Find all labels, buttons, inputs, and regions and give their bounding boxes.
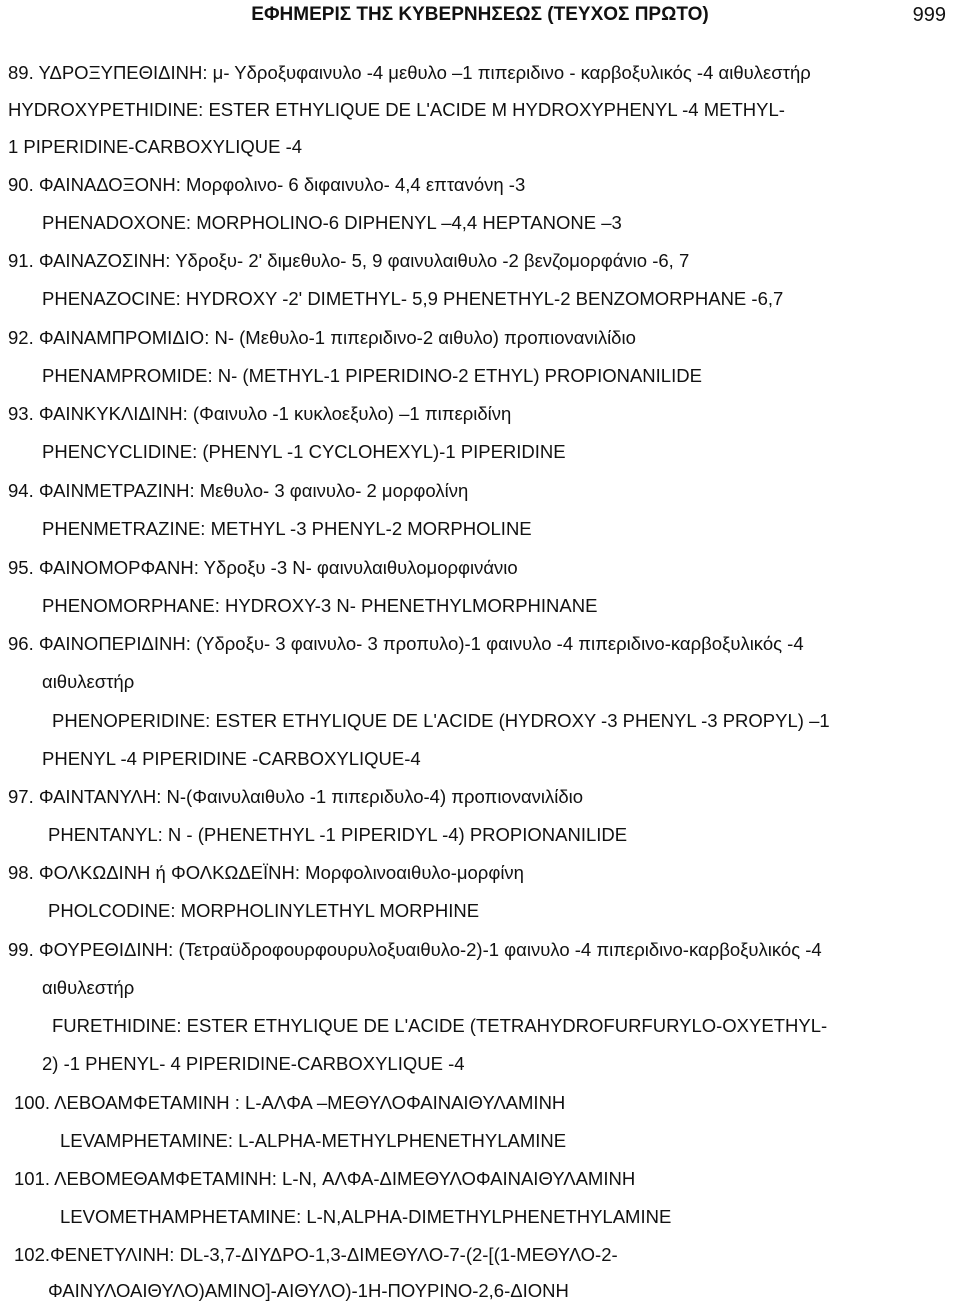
entry-100-greek: 100. ΛΕΒΟΑΜΦΕΤΑΜΙΝΗ : L-ΑΛΦΑ –ΜΕΘΥΛΟΦΑΙΝΑΙΘΥΛΑΜΙΝΗ: [14, 1092, 566, 1113]
page-number: 999: [912, 4, 946, 26]
entry-90-greek: 90. ΦΑΙΝΑΔΟΞΟΝΗ: Μορφολινο- 6 διφαινυλο- 4,4 επτανόνη -3: [8, 174, 526, 195]
entry-96-greek-cont: αιθυλεστήρ: [42, 671, 135, 692]
entry-99-latin-cont: 2) -1 PHENYL- 4 PIPERIDINE-CARBOXYLIQUE -4: [42, 1053, 465, 1074]
entry-95-greek: 95. ΦΑΙΝΟΜΟΡΦΑΝΗ: Υδροξυ -3 Ν- φαινυλαιθυλομορφινάνιο: [8, 557, 518, 578]
entry-90-latin: PHENADOXONE: MORPHOLINO-6 DIPHENYL –4,4 HEPTANONE –3: [42, 212, 622, 233]
entry-99-greek: 99. ΦΟΥΡΕΘΙΔΙΝΗ: (Τετραϋδροφουρφουρυλοξυαιθυλο-2)-1 φαινυλο -4 πιπεριδινο-καρβοξυλικός -4: [8, 939, 822, 960]
entry-94-latin: PHENMETRAZINE: METHYL -3 PHENYL-2 MORPHOLINE: [42, 518, 532, 539]
entry-102-greek: 102.ΦΕΝΕΤΥΛΙΝΗ: DL-3,7-ΔΙΥΔΡΟ-1,3-ΔΙΜΕΘΥΛΟ-7-(2-[(1-ΜΕΘΥΛΟ-2-: [14, 1244, 618, 1265]
entry-97-latin: PHENTANYL: N - (PHENETHYL -1 PIPERIDYL -4) PROPIONANILIDE: [48, 824, 628, 845]
entry-89-latin: HYDROXYPETHIDINE: ESTER ETHYLIQUE DE L'ACIDE M HYDROXYPHENYL -4 METHYL-: [8, 99, 785, 120]
entry-92-latin: PHENAMPROMIDE: N- (METHYL-1 PIPERIDINO-2 ETHYL) PROPIONANILIDE: [42, 365, 702, 386]
entry-96-latin-cont: PHENYL -4 PIPERIDINE -CARBOXYLIQUE-4: [42, 748, 421, 769]
gazette-title: ΕΦΗΜΕΡΙΣ ΤΗΣ ΚΥΒΕΡΝΗΣΕΩΣ (ΤΕΥΧΟΣ ΠΡΩΤΟ): [251, 4, 709, 25]
entry-98-latin: PHOLCODINE: MORPHOLINYLETHYL MORPHINE: [48, 900, 480, 921]
entry-100-latin: LEVAMPHETAMINE: L-ALPHA-METHYLPHENETHYLAMINE: [60, 1130, 567, 1151]
entry-91-greek: 91. ΦΑΙΝΑΖΟΣΙΝΗ: Υδροξυ- 2' διμεθυλο- 5, 9 φαινυλαιθυλο -2 βενζομορφάνιο -6, 7: [8, 250, 690, 271]
entry-91-latin: PHENAZOCINE: HYDROXY -2' DIMETHYL- 5,9 PHENETHYL-2 BENZOMORPHANE -6,7: [42, 288, 784, 309]
entry-95-latin: PHENOMORPHANE: HYDROXY-3 N- PHENETHYLMORPHINANE: [42, 595, 598, 616]
entry-98-greek: 98. ΦΟΛΚΩΔΙΝΗ ή ΦΟΛΚΩΔΕΪΝΗ: Μορφολινοαιθυλο-μορφίνη: [8, 862, 524, 883]
entry-96-greek: 96. ΦΑΙΝΟΠΕΡΙΔΙΝΗ: (Υδροξυ- 3 φαινυλο- 3 προπυλο)-1 φαινυλο -4 πιπεριδινο-καρβοξυλικός -4: [8, 633, 804, 654]
entry-101-greek: 101. ΛΕΒΟΜΕΘΑΜΦΕΤΑΜΙΝΗ: L-N, ΑΛΦΑ-ΔΙΜΕΘΥΛΟΦΑΙΝΑΙΘΥΛΑΜΙΝΗ: [14, 1168, 636, 1189]
entry-93-latin: PHENCYCLIDINE: (PHENYL -1 CYCLOHEXYL)-1 PIPERIDINE: [42, 441, 566, 462]
entry-102-greek-cont: ΦΑΙΝΥΛΟΑΙΘΥΛΟ)ΑΜΙΝΟ]-ΑΙΘΥΛΟ)-1Η-ΠΟΥΡΙΝΟ-2,6-ΔΙΟΝΗ: [48, 1280, 569, 1301]
entry-94-greek: 94. ΦΑΙΝΜΕΤΡΑΖΙΝΗ: Μεθυλο- 3 φαινυλο- 2 μορφολίνη: [8, 480, 469, 501]
entry-101-latin: LEVOMETHAMPHETAMINE: L-N,ALPHA-DIMETHYLPHENETHYLAMINE: [60, 1206, 672, 1227]
entry-97-greek: 97. ΦΑΙΝΤΑΝΥΛΗ: Ν-(Φαινυλαιθυλο -1 πιπεριδυλο-4) προπιονανιλίδιο: [8, 786, 584, 807]
entry-99-latin: FURETHIDINE: ESTER ETHYLIQUE DE L'ACIDE (TETRAHYDROFURFURYLO-OXYETHYL-: [52, 1015, 828, 1036]
entry-96-latin: PHENOPERIDINE: ESTER ETHYLIQUE DE L'ACIDE (HYDROXY -3 PHENYL -3 PROPYL) –1: [52, 710, 830, 731]
entry-89-greek: 89. ΥΔΡΟΞΥΠΕΘΙΔΙΝΗ: μ- Υδροξυφαινυλο -4 μεθυλο –1 πιπεριδινο - καρβοξυλικός -4 αιθυλεστήρ: [8, 62, 811, 83]
entry-92-greek: 92. ΦΑΙΝΑΜΠΡΟΜΙΔΙΟ: Ν- (Μεθυλο-1 πιπεριδινο-2 αιθυλο) προπιονανιλίδιο: [8, 327, 636, 348]
entry-89-latin-cont: 1 PIPERIDINE-CARBOXYLIQUE -4: [8, 136, 303, 157]
entry-99-greek-cont: αιθυλεστήρ: [42, 977, 135, 998]
entry-93-greek: 93. ΦΑΙΝΚΥΚΛΙΔΙΝΗ: (Φαινυλο -1 κυκλοεξυλο) –1 πιπεριδίνη: [8, 403, 512, 424]
